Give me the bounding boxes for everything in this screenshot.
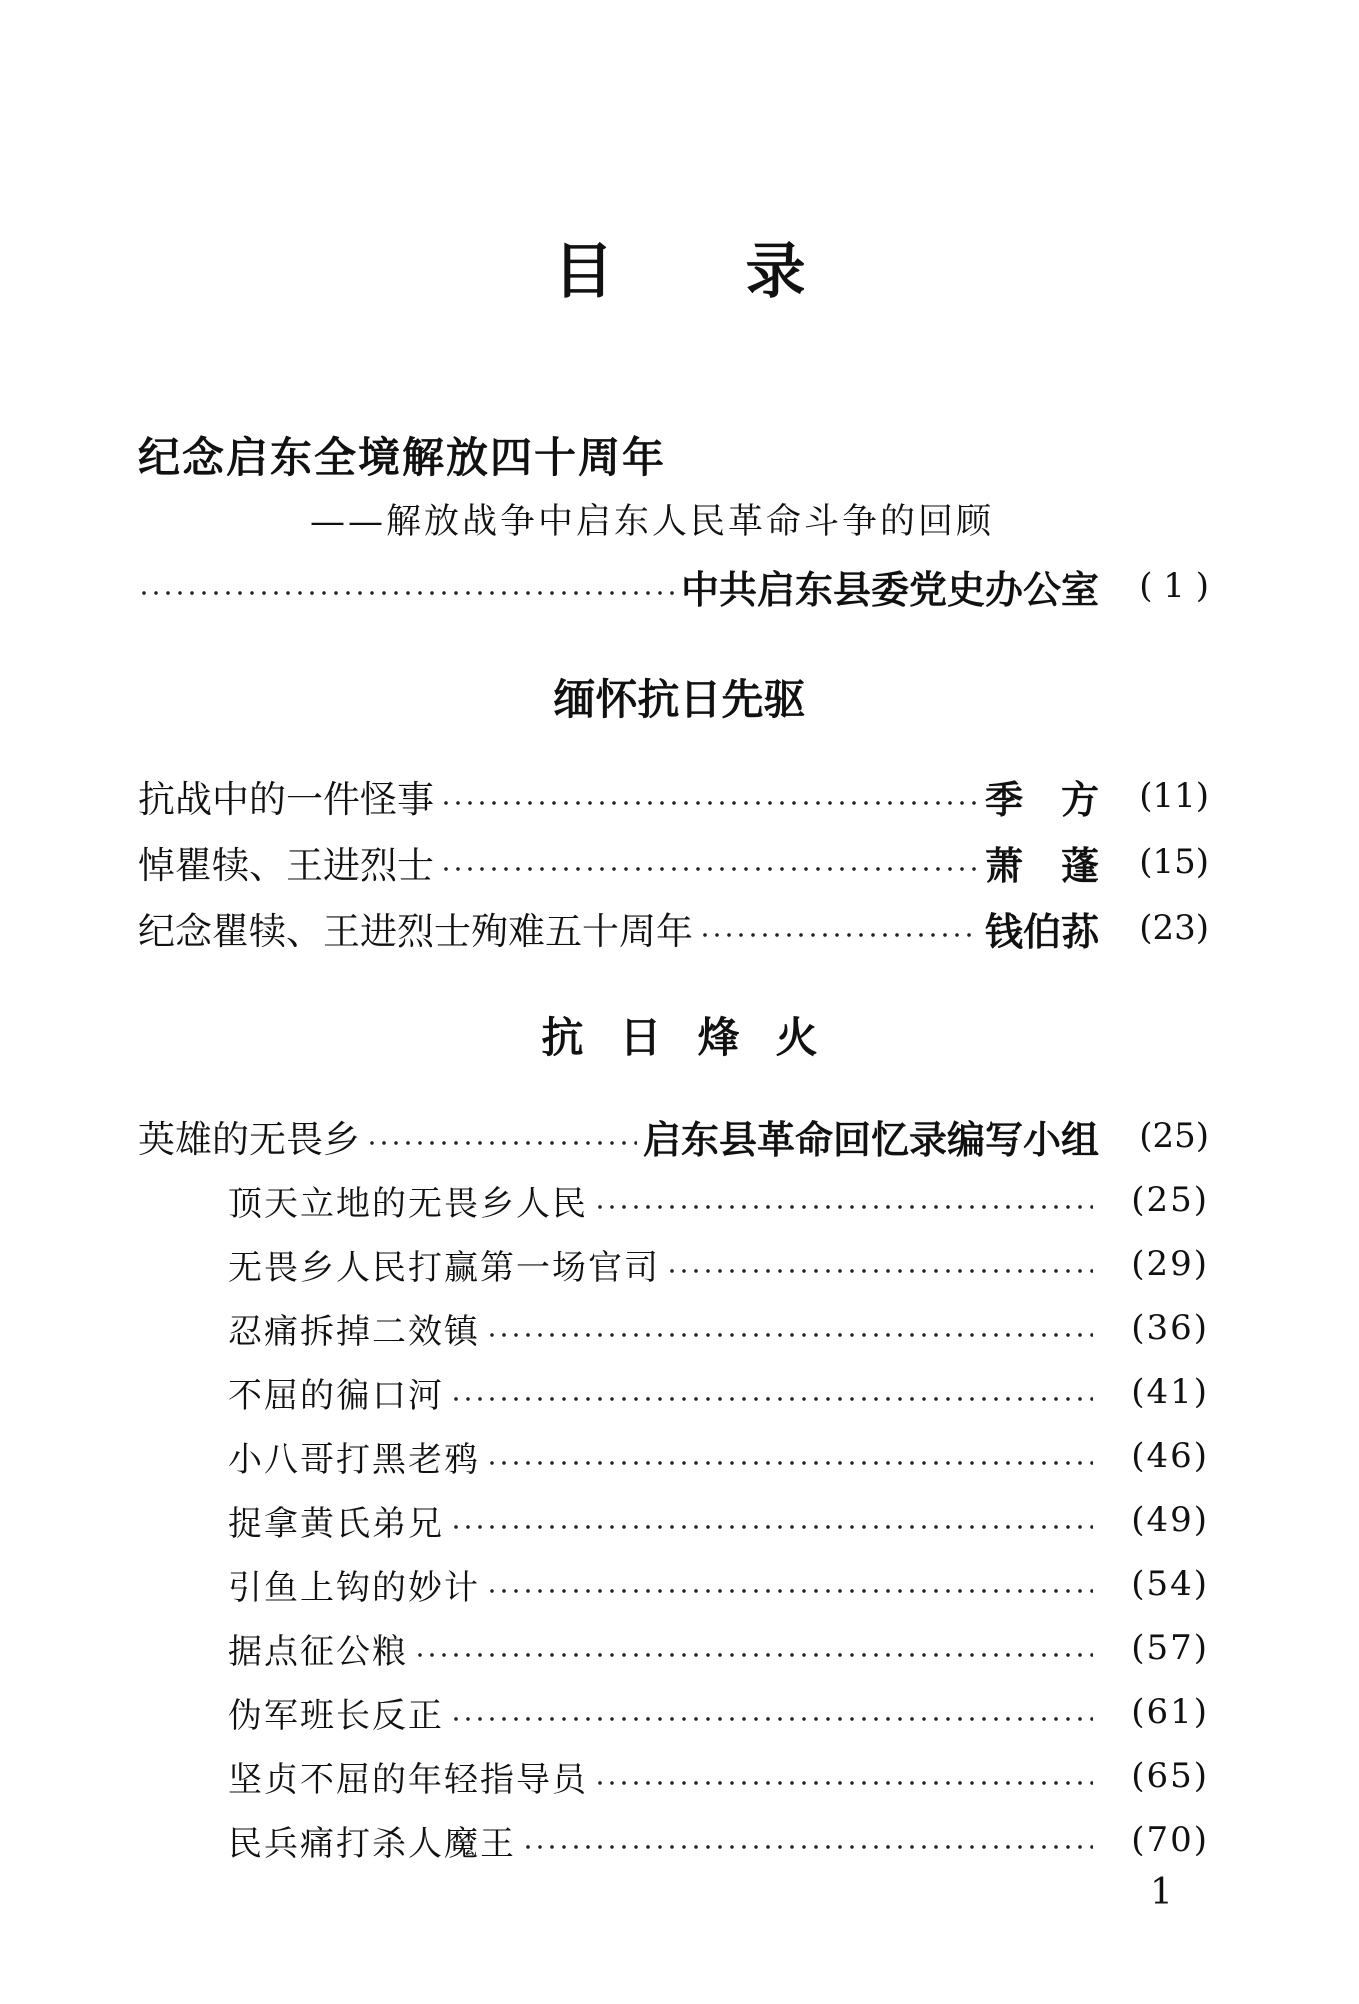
- leader-dots: [414, 1653, 1093, 1657]
- entry-title: 忍痛拆掉二效镇: [228, 1311, 480, 1352]
- entry-title: 抗战中的一件怪事: [138, 778, 434, 821]
- entry-page: (25): [1131, 1180, 1209, 1220]
- entry-author: 萧 蓬: [984, 843, 1099, 888]
- leader-dots: [450, 1717, 1093, 1721]
- entry-page: (61): [1131, 1692, 1209, 1732]
- toc-sub-entry[interactable]: [228, 1490, 1209, 1550]
- toc-sub-entry[interactable]: [228, 1810, 1209, 1870]
- section1-heading: 缅怀抗日先驱: [553, 675, 806, 724]
- entry-title: 民兵痛打杀人魔王: [228, 1823, 516, 1864]
- toc-entry[interactable]: [138, 766, 1209, 826]
- page-title: [0, 232, 1359, 312]
- entry-page: (23): [1139, 908, 1209, 948]
- leader-dots: [138, 591, 675, 595]
- toc-sub-entry[interactable]: [228, 1298, 1209, 1358]
- entry-title: 捉拿黄氏弟兄: [228, 1503, 444, 1544]
- entry-page: (41): [1131, 1372, 1209, 1412]
- entry-author: 中共启东县委党史办公室: [680, 567, 1099, 612]
- toc-sub-entry[interactable]: [228, 1362, 1209, 1422]
- entry-page: (65): [1131, 1756, 1209, 1796]
- entry-author: 钱伯荪: [984, 909, 1099, 954]
- toc-sub-entry[interactable]: [228, 1746, 1209, 1806]
- leader-dots: [699, 933, 979, 937]
- toc-sub-entry[interactable]: [228, 1234, 1209, 1294]
- leader-dots: [440, 801, 979, 805]
- entry-title: 无畏乡人民打赢第一场官司: [228, 1247, 660, 1288]
- toc-sub-entry[interactable]: [228, 1618, 1209, 1678]
- toc-entry[interactable]: [138, 832, 1209, 892]
- leader-dots: [522, 1845, 1093, 1849]
- section2-heading: 抗日烽火: [541, 1013, 854, 1062]
- entry-page: (29): [1131, 1244, 1209, 1284]
- entry-title: 悼瞿犊、王进烈士: [138, 844, 434, 887]
- leader-dots: [486, 1589, 1093, 1593]
- entry-author: 季 方: [984, 777, 1099, 822]
- toc-sub-entry[interactable]: [228, 1170, 1209, 1230]
- entry-title: 伪军班长反正: [228, 1695, 444, 1736]
- leader-dots: [450, 1525, 1093, 1529]
- entry-page: (25): [1139, 1116, 1209, 1156]
- part1-subtitle: ——解放战争中启东人民革命斗争的回顾: [310, 502, 995, 542]
- entry-title: 顶天立地的无畏乡人民: [228, 1183, 588, 1224]
- entry-title: 小八哥打黑老鸦: [228, 1439, 480, 1480]
- entry-title: 引鱼上钩的妙计: [228, 1567, 480, 1608]
- entry-page: (36): [1131, 1308, 1209, 1348]
- entry-title: 纪念瞿犊、王进烈士殉难五十周年: [138, 910, 693, 953]
- entry-page: (57): [1131, 1628, 1209, 1668]
- part1-title: 纪念启东全境解放四十周年: [138, 433, 667, 482]
- part1-entry[interactable]: [138, 556, 1209, 616]
- page-title-char-2: 录: [745, 237, 806, 307]
- entry-page: (54): [1131, 1564, 1209, 1604]
- leader-dots: [594, 1781, 1093, 1785]
- entry-title: 据点征公粮: [228, 1631, 408, 1672]
- entry-page: (11): [1139, 776, 1209, 816]
- toc-entry[interactable]: [138, 1106, 1209, 1166]
- leader-dots: [366, 1141, 637, 1145]
- entry-page: (46): [1131, 1436, 1209, 1476]
- entry-page: (70): [1131, 1820, 1209, 1860]
- toc-sub-entry[interactable]: [228, 1426, 1209, 1486]
- entry-title: 坚贞不屈的年轻指导员: [228, 1759, 588, 1800]
- entry-author: 启东县革命回忆录编写小组: [642, 1117, 1099, 1162]
- entry-page: (15): [1139, 842, 1209, 882]
- entry-page: ( 1 ): [1139, 566, 1209, 606]
- entry-title: 英雄的无畏乡: [138, 1118, 360, 1161]
- leader-dots: [486, 1333, 1093, 1337]
- leader-dots: [594, 1205, 1093, 1209]
- leader-dots: [486, 1461, 1093, 1465]
- entry-title: 不屈的徧口河: [228, 1375, 444, 1416]
- toc-sub-entry[interactable]: [228, 1554, 1209, 1614]
- page-title-char-1: 目: [553, 237, 614, 307]
- page-number: 1: [1150, 1872, 1173, 1913]
- leader-dots: [450, 1397, 1093, 1401]
- toc-sub-entry[interactable]: [228, 1682, 1209, 1742]
- toc-entry[interactable]: [138, 898, 1209, 958]
- leader-dots: [666, 1269, 1093, 1273]
- leader-dots: [440, 867, 979, 871]
- entry-page: (49): [1131, 1500, 1209, 1540]
